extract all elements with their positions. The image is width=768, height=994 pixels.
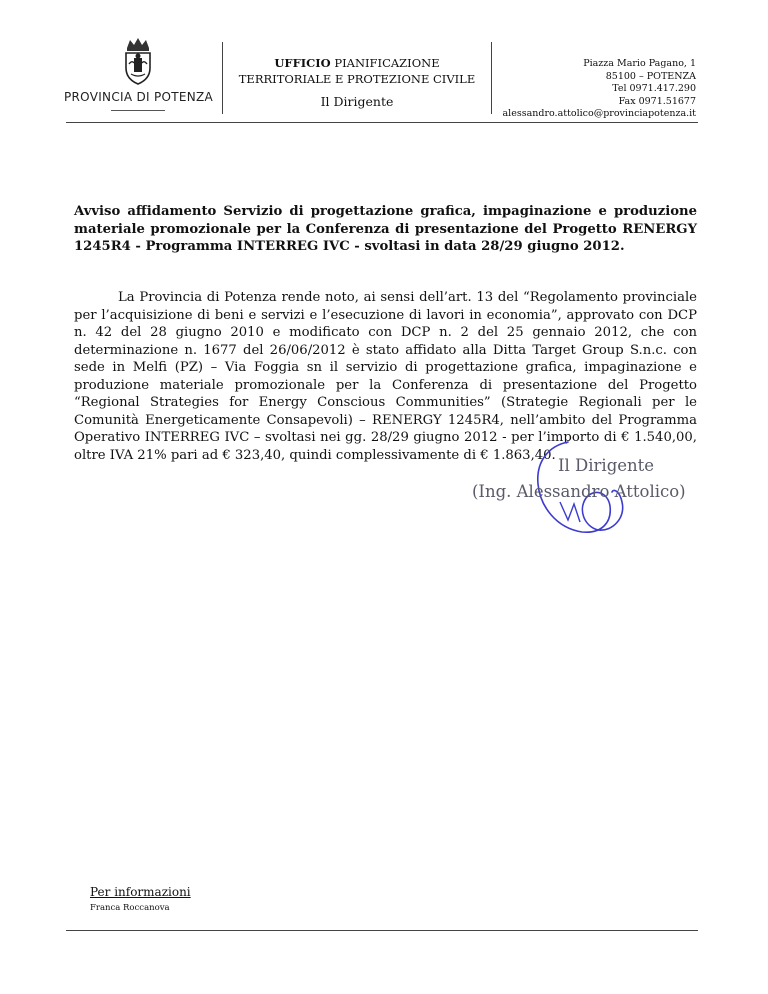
logo-underline	[111, 110, 165, 111]
province-name: PROVINCIA DI POTENZA	[64, 90, 214, 104]
document-body: La Provincia di Potenza rende noto, ai sensi dell’art. 13 del “Regolamento provinciale per l’acquisizione di beni e servizi e l’esecuzione di lavori in economia”, approvato con DCP n. 42 del 28 giugno 2010 e modificato con DCP n. 2 del 25 gennaio 2012, che con determinazione n. 1677 del 26/06/2012 è stato affidato alla Ditta Target Group S.n.c. con sede in Melfi (PZ) – Via Foggia sn il servizio di progettazione grafica, impaginazione e produzione materiale promozionale per la Conferenza di presentazione del Progetto “Regional Strategies for Energy Conscious Communities” (Strategie Regionali per le Comunità Energeticamente Consapevoli) – RENERGY 1245R4, nell’ambito del Programma Operativo INTERREG IVC – svoltasi nei gg. 28/29 giugno 2012 - per l’importo di € 1.540,00, oltre IVA 21% pari ad € 323,40, quindi complessivamente di € 1.863,40.	[74, 290, 697, 463]
header-divider-left	[222, 42, 223, 114]
office-line-1	[226, 55, 488, 71]
info-label: Per informazioni	[90, 885, 191, 899]
footer-rule	[66, 930, 698, 931]
document-title: Avviso affidamento Servizio di progettazione grafica, impaginazione e produzione materiale promozionale per la Conferenza di presentazione del Progetto RENERGY 1245R4 - Programma INTERREG IVC - svoltasi in data 28/29 giugno 2012.	[74, 204, 697, 254]
office-line-2: TERRITORIALE E PROTEZIONE CIVILE	[238, 72, 476, 86]
signature-block	[452, 432, 698, 544]
coat-of-arms-icon	[117, 36, 159, 88]
header-role: Il Dirigente	[320, 94, 394, 109]
address-line: Piazza Mario Pagano, 1	[583, 58, 696, 69]
header-divider-right	[491, 42, 492, 114]
office-name	[226, 55, 488, 87]
signature-name: (Ing. Alessandro Attolico)	[472, 482, 686, 501]
email-link[interactable]: alessandro.attolico@provinciapotenza.it	[502, 108, 696, 119]
header-rule	[66, 122, 698, 123]
province-logo	[64, 36, 212, 111]
fax-line: Fax 0971.51677	[618, 95, 696, 107]
signature-title: Il Dirigente	[558, 456, 655, 475]
city-line: 85100 – POTENZA	[605, 70, 696, 82]
info-contact-name: Franca Roccanova	[90, 903, 170, 913]
phone-line: Tel 0971.417.290	[612, 83, 696, 94]
office-line-1-rest: PIANIFICAZIONE	[330, 56, 440, 70]
office-bold-word: UFFICIO	[274, 56, 331, 70]
contact-block	[503, 58, 696, 121]
